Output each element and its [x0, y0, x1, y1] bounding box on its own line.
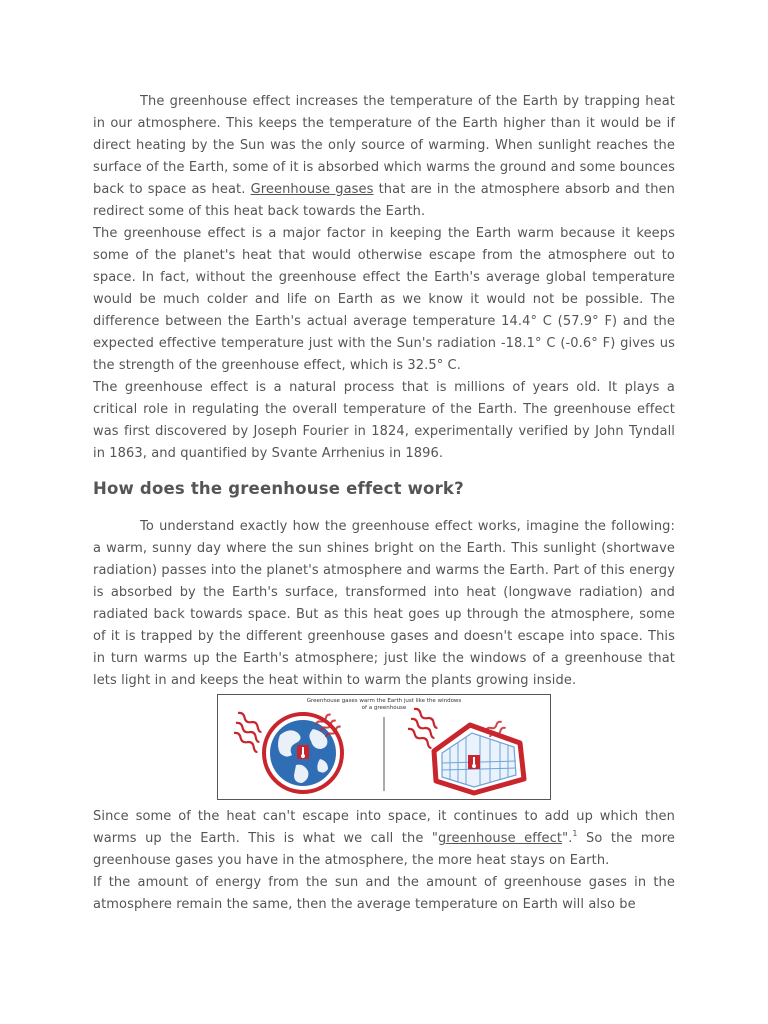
greenhouse-effect-link[interactable]: greenhouse effect [437, 831, 563, 846]
heat-waves-icon [406, 707, 439, 748]
greenhouse-figure [217, 694, 551, 800]
paragraph-text: ". [562, 831, 573, 846]
figure-caption-line: Greenhouse gases warm the Earth just like the windows [306, 698, 462, 704]
section-heading: How does the greenhouse effect work? [93, 479, 464, 498]
footnote-marker[interactable]: 1 [572, 829, 578, 838]
paragraph-how-it-works: To understand exactly how the greenhouse effect works, imagine the following: a warm, sunny day where the sun shines bright on the Earth. This sunlight (shortwave radiation) passes into the planet's atmosphere and warms the Earth. Part of this energy is absorbed by the Earth's surface, transformed into heat (longwave radiation) and radiated back towards space. But as this heat goes up through the atmosphere, some of it is trapped by the different greenhouse gases and doesn't escape into space. This in turn warms up the Earth's atmosphere; just like the windows of a greenhouse that lets light in and keeps the heat within to warm the plants growing inside. [93, 519, 675, 688]
document-body [93, 91, 675, 916]
paragraph-text: The greenhouse effect increases the temperature of the Earth by trapping heat in our atmosphere. This keeps the temperature of the Earth higher than it would be if direct heating by the Sun was the only source of warming. When sunlight reaches the surface of the Earth, some of it is absorbed which warms the ground and some bounces back to space as heat. [93, 94, 675, 197]
paragraph-effect [93, 806, 675, 872]
greenhouse-illustration [218, 695, 549, 798]
paragraph-text: So the more greenhouse gases you have in the atmosphere, the more heat stays on Earth. [93, 831, 675, 868]
figure-caption-line: of a greenhouse [361, 705, 407, 711]
paragraph-text: that are in the atmosphere absorb and then redirect some of this heat back towards the Earth. [93, 182, 675, 219]
greenhouse-building-icon [434, 725, 524, 793]
paragraph-energy: If the amount of energy from the sun and the amount of greenhouse gases in the atmosphere remain the same, then the average temperature on Earth will also be [93, 875, 675, 912]
paragraph-text: Since some of the heat can't escape into space, it continues to add up which then warms up the Earth. This is what we call the " [93, 809, 675, 846]
paragraph-warmth: The greenhouse effect is a major factor in keeping the Earth warm because it keeps some of the planet's heat that would otherwise escape from the atmosphere out to space. In fact, without the greenhouse effect the Earth's average global temperature would be much colder and life on Earth as we know it would not be possible. The difference between the Earth's actual average temperature 14.4° C (57.9° F) and the expected effective temperature just with the Sun's radiation -18.1° C (-0.6° F) gives us the strength of the greenhouse effect, which is 32.5° C. [93, 226, 675, 373]
paragraph-intro [93, 91, 675, 223]
greenhouse-gases-link[interactable]: Greenhouse gases [250, 182, 374, 197]
heat-waves-icon [232, 711, 263, 752]
paragraph-history: The greenhouse effect is a natural process that is millions of years old. It plays a critical role in regulating the overall temperature of the Earth. The greenhouse effect was first discovered by Joseph Fourier in 1824, experimentally verified by John Tyndall in 1863, and quantified by Svante Arrhenius in 1896. [93, 380, 675, 461]
